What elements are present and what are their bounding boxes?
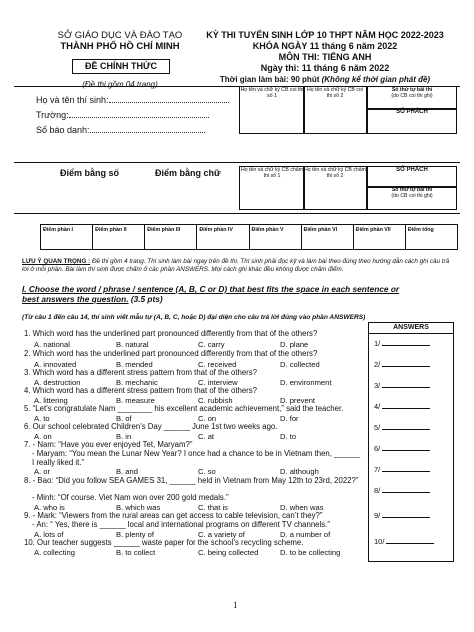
section-heading-text: I. Choose the word / phrase / sentence (A, B, C or D) that best fits the space in each sentence or best answers the question. [22,284,400,304]
answer-slot[interactable] [374,402,430,411]
serial-label-bottom: Số thứ tự bài thi [391,187,433,193]
answer-number: 7/ [374,465,381,474]
option: A. on [34,432,52,441]
score-number-label: Điểm bằng số [60,168,120,178]
option: D. to be collecting [280,548,341,557]
so-phach-box-bottom [367,166,457,188]
option: A. who is [34,503,65,512]
option: B. and [116,467,138,476]
serial-box-bottom [367,186,457,210]
answer-slot[interactable] [374,486,430,495]
answer-slot[interactable] [374,444,430,453]
official-badge: ĐỀ CHÍNH THỨC [72,59,170,74]
option: D. when was [280,503,324,512]
option: D. collected [280,360,320,369]
option: B. of [116,414,132,423]
question-9: 9. - Mark: “Viewers from the rural areas can get access to cable television, can’t they?” [24,511,323,520]
answer-number: 1/ [374,339,381,348]
option: D. a number of [280,530,331,539]
option: C. received [198,360,237,369]
page-number: 1 [233,600,238,610]
question-9-reply: - An: “ Yes, there is ______ local and international programs on different TV channels.” [32,520,330,529]
part-scores-table [40,224,458,250]
school-label: Trường: [36,110,69,120]
question-8: 8. - Bao: “Did you follow SEA GAMES 31, ______ held in Vietnam from May 12th to 23rd, 2022?” [24,476,359,485]
option: D. although [280,467,319,476]
question-6: 6. Our school celebrated Children’s Day ______ June 1st two weeks ago. [24,422,278,431]
exam-date: Ngày thi: 11 tháng 6 năm 2022 [260,63,390,73]
answer-slot[interactable] [374,511,430,520]
answers-title: ANSWERS [369,323,453,334]
option: B. natural [116,340,149,349]
option: A. or [34,467,51,476]
exam-subject: MÔN THI: TIẾNG ANH [278,52,372,62]
option: B. measure [116,396,155,405]
option: C. at [198,432,215,441]
question-8-reply: - Minh: “Of course. Viet Nam won over 200 gold medals.” [32,493,229,502]
option: A. national [34,340,70,349]
question-4: 4. Which word has a different stress pattern from that of the others? [24,386,258,395]
option: A. lots of [34,530,64,539]
option: A. innovated [34,360,77,369]
option: D. prevent [280,396,316,405]
option: A. collecting [34,548,75,557]
question-10: 10. Our teacher suggests ______ waste paper for the school’s recycling scheme. [24,538,304,547]
option: B. mended [116,360,153,369]
notice-label: LƯU Ý QUAN TRỌNG : [22,258,91,265]
answer-slot[interactable] [374,423,430,432]
part-score-cell[interactable]: Điểm phần I [43,227,74,233]
dept-line-2: THÀNH PHỐ HỒ CHÍ MINH [60,41,180,52]
answer-number: 6/ [374,444,381,453]
answer-slot[interactable] [374,465,430,474]
dept-line-1: SỞ GIÁO DỤC VÀ ĐÀO TẠO [57,30,183,41]
score-word-label: Điểm bằng chữ [155,168,221,178]
serial-label-top: Số thứ tự bài thi [391,87,433,93]
answer-slot[interactable] [374,381,430,390]
candidate-sbd-field[interactable] [36,125,205,135]
grader-1-box[interactable] [239,166,305,210]
part-score-cell[interactable]: Điểm phần V [249,225,301,249]
exam-time [205,74,445,85]
option: B. to collect [116,548,156,557]
section-subtitle: (Từ câu 1 đến câu 14, thí sinh viết mẫu tự (A, B, C, hoặc D) đại diện cho câu trả lời đúng vào phần ANSWERS) [22,314,366,321]
question-7-reply: - Maryam: “You mean the Lunar New Year? I once had a chance to be in Vietnam then, ______ I really liked it.” [32,449,361,467]
option: C. that is [198,503,228,512]
so-phach-box-top [367,108,457,134]
option: C. rubbish [198,396,233,405]
exam-header [205,30,445,85]
divider-middle [14,162,460,163]
answer-number: 8/ [374,486,381,495]
answer-slot[interactable] [374,339,430,348]
option: D. plane [280,340,309,349]
question-7: 7. - Nam: “Have you ever enjoyed Tet, Maryam?” [24,440,193,449]
serial-note-bottom: (do CB coi thi ghi) [391,193,433,199]
part-score-cell[interactable]: Điểm phần VI [301,225,353,249]
invigilator-2-label: Họ tên và chữ ký CB coi thi số 2 [307,87,363,99]
grader-1-label: Họ tên và chữ ký CB chấm thi số 1 [241,167,303,179]
grader-2-label: Họ tên và chữ ký CB chấm thi số 2 [304,167,366,179]
answer-number: 4/ [374,402,381,411]
invigilator-2-box[interactable] [303,86,367,134]
name-label: Họ và tên thí sinh: [36,95,109,105]
question-1: 1. Which word has the underlined part pronounced differently from that of the others? [24,329,318,338]
options-7 [34,467,364,476]
option: C. so [198,467,216,476]
grader-2-box[interactable] [303,166,367,210]
option: A. destruction [34,378,81,387]
important-notice [22,258,454,274]
option: D. environment [280,378,332,387]
option: A. to [34,414,50,423]
option: D. for [280,414,299,423]
candidate-name-field[interactable] [36,95,229,105]
so-phach-label-bottom: SỐ PHÁCH [396,167,428,173]
answer-slot[interactable] [374,360,430,369]
divider-bottom [14,213,460,214]
option: C. interview [198,378,238,387]
exam-title: KỲ THI TUYỂN SINH LỚP 10 THPT NĂM HỌC 2022-2023 [206,30,444,40]
option: B. which was [116,503,161,512]
answer-number: 9/ [374,511,381,520]
serial-note-top: (do CB coi thi ghi) [391,93,433,99]
answer-number: 2/ [374,360,381,369]
time-note: (Không kể thời gian phát đề) [321,75,431,84]
invigilator-1-label: Họ tên và chữ ký CB coi thi số 1 [240,87,304,99]
answer-slot[interactable] [374,537,434,546]
section-heading [22,285,402,304]
options-1 [34,340,364,349]
department-header [30,30,210,90]
page-count: (Đề thi gồm 04 trang) [82,80,158,89]
option: C. carry [198,340,225,349]
question-3: 3. Which word has a different stress pattern from that of the others? [24,368,258,377]
option: A. littering [34,396,68,405]
exam-course: KHÓA NGÀY 11 tháng 6 năm 2022 [252,41,398,51]
option: B. mechanic [116,378,158,387]
option: C. being collected [198,548,259,557]
part-score-cell[interactable]: Điểm phần II [92,225,144,249]
part-score-cell[interactable]: Điểm phần IV [196,225,248,249]
answers-box [368,322,454,562]
so-phach-label-top: SỐ PHÁCH [396,109,428,115]
answer-number: 3/ [374,381,381,390]
options-10 [34,548,364,557]
option: B. plenty of [116,530,154,539]
serial-box-top [367,86,457,110]
question-2: 2. Which word has the underlined part pronounced differently from that of the others? [24,349,318,358]
option: B. in [116,432,132,441]
answer-number: 10/ [374,537,385,546]
option: D. to [280,432,297,441]
candidate-school-field[interactable] [36,110,209,120]
option: C. on [198,414,217,423]
part-score-cell[interactable]: Điểm phần III [144,225,196,249]
invigilator-1-box[interactable] [239,86,305,134]
part-score-cell[interactable]: Điểm tổng [405,225,457,249]
sbd-label: Số báo danh: [36,125,90,135]
section-points: (3.5 pts) [130,293,163,304]
question-5: 5. “Let’s congratulate Nam ________ his excellent academic achievement,” said the teacher. [24,404,344,413]
notice-text: Đề thi gồm 4 trang. Thí sinh làm bài ngay trên đề thi. Thí sinh phải đọc kỹ và làm bài theo đúng theo hướng dẫn cách ghi câu trả lời ở mỗi phần. Bài làm thí sinh được chấm ở các phần ANSWERS. Mọi cách ghi khác đều không được chấm điểm. [22,258,450,273]
part-score-cell[interactable]: Điểm phần VII [353,225,405,249]
option: C. a variety of [198,530,245,539]
answer-number: 5/ [374,423,381,432]
time-label: Thời gian làm bài: 90 phút [219,75,320,84]
